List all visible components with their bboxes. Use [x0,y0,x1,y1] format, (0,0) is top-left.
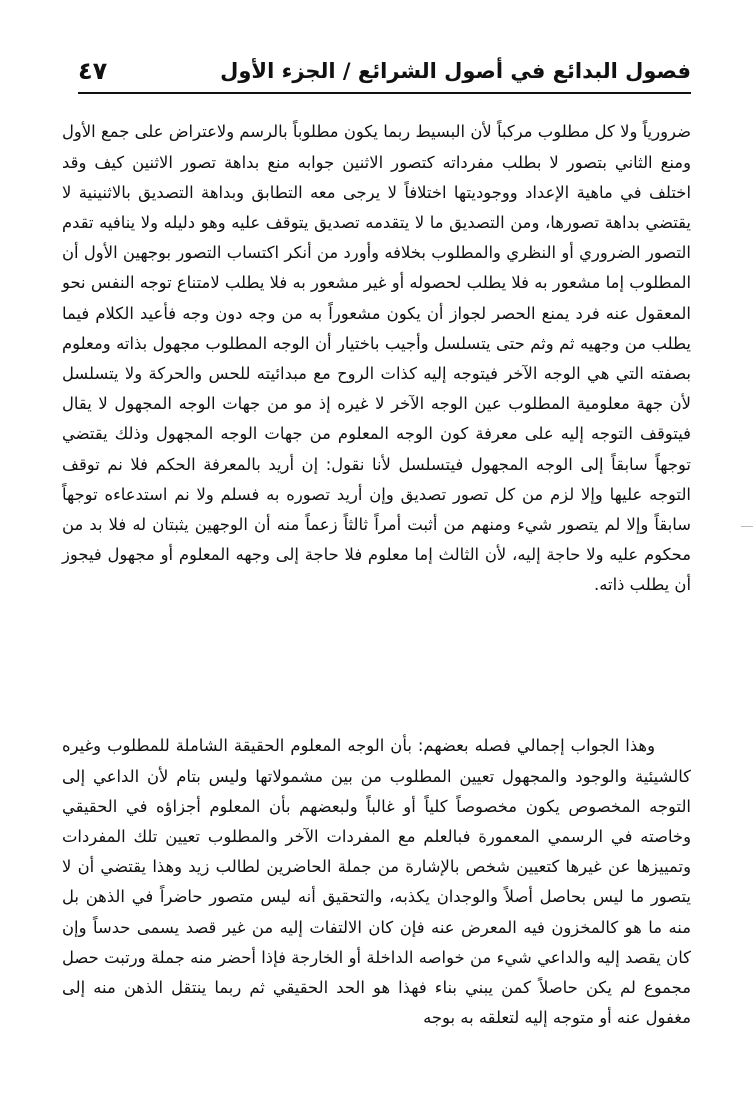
header-divider [78,92,691,94]
body-paragraph-2: وهذا الجواب إجمالي فصله بعضهم: بأن الوجه المعلوم الحقيقة الشاملة للمطلوب وغيره كالشيئية والوجود والمجهول تعيين المطلوب من بين مشمولاتها وليس بتام لأن الداعي إلى التوجه المخصوص يكون مخصوصاً كلياً أو غالباً ولبعضهم بأن المعلوم أجزاؤه في الحقيقي وخاصته في الرسمي المعمورة فبالعلم مع المفردات الآخر والمطلوب تعيين تلك المفردات وتمييزها عن غيرها كتعيين شخص بالإشارة من جملة الحاضرين لطالب زيد وهذا يقتضي أن لا يتصور ما ليس بحاصل أصلاً والوجدان يكذبه، والتحقيق أنه ليس متصور حاضراً في الذهن بل منه ما هو كالمخزون فيه المعرض عنه فإن كان الالتفات إليه من غير قصد يسمى حدساً وإن كان يقصد إليه والداعي شيء من خواصه الداخلة أو الخارجة فإذا أحضر منه جملة ورتبت حصل مجموع لم يكن حاصلاً كمن يبني بناء فهذا هو الحد الحقيقي ثم ربما ينتقل الذهن منه إلى مغفول عنه أو متوجه إليه لتعلقه به بوجه [62,736,691,1028]
margin-tick [741,526,753,527]
running-header [78,52,691,90]
running-title: فصول البدائع في أصول الشرائع / الجزء الأول [220,59,691,83]
page-number: ٤٧ [78,57,108,85]
body-paragraph-1: ضرورياً ولا كل مطلوب مركباً لأن البسيط ربما يكون مطلوباً بالرسم ولاعتراض على جمع الأول ومنع الثاني بتصور لا بطلب مفرداته كتصور الاثنين جوابه منع بداهة تصور الاثنين كيف وقد اختلف في ماهية الإعداد ووجوديتها اختلافاً لا يرجى معه التطابق وبداهة التصديق بالاثنينية لا يقتضي بداهة تصورها، ومن التصديق ما لا يتقدمه تصديق يتوقف عليه وهو دليله ولا ينافيه تقدم التصور الضروري أو النظري والمطلوب بخلافه وأورد من أنكر اكتساب التصور بوجهين الأول أن المطلوب إما مشعور به فلا يطلب لحصوله أو غير مشعور به فلا يطلب لامتناع توجه النفس نحو المعقول عنه فرد يمنع الحصر لجواز أن يكون مشعوراً به من وجه دون وجه فأعيد الكلام فيما يطلب من وجهيه ثم وثم حتى يتسلسل وأجيب باختيار أن الوجه المطلوب مجهول بذاته ومعلوم بصفته التي هي الوجه الآخر فيتوجه إليه كذات الروح مع مبدائيته للحس والحركة ولا يتسلسل لأن جهة معلومية المطلوب عين الوجه الآخر لا غيره إذ مو من جهات الوجه المجهول لا يقال فيتوقف التوجه إليه على معرفة كون الوجه المعلوم من جهات الوجه المجهول وذلك يقتضي توجهاً سابقاً إلى الوجه المجهول فيتسلسل لأنا نقول: إن أريد بالمعرفة الحكم فلا نم توقف التوجه عليها وإلا لزم من كل تصور تصديق وإن أريد تصوره به فسلم ولا نم استدعاءه توجهاً سابقاً وإلا لم يتصور شيء ومنهم من أثبت أمراً ثالثاً زعماً منه أن الوجهين يثبتان له فلا بد من محكوم عليه ولا حاجة إليه، لأن الثالث إما معلوم فلا حاجة إلى وجهه المعلوم أو مجهول فيجوز أن يطلب ذاته. [62,122,691,595]
